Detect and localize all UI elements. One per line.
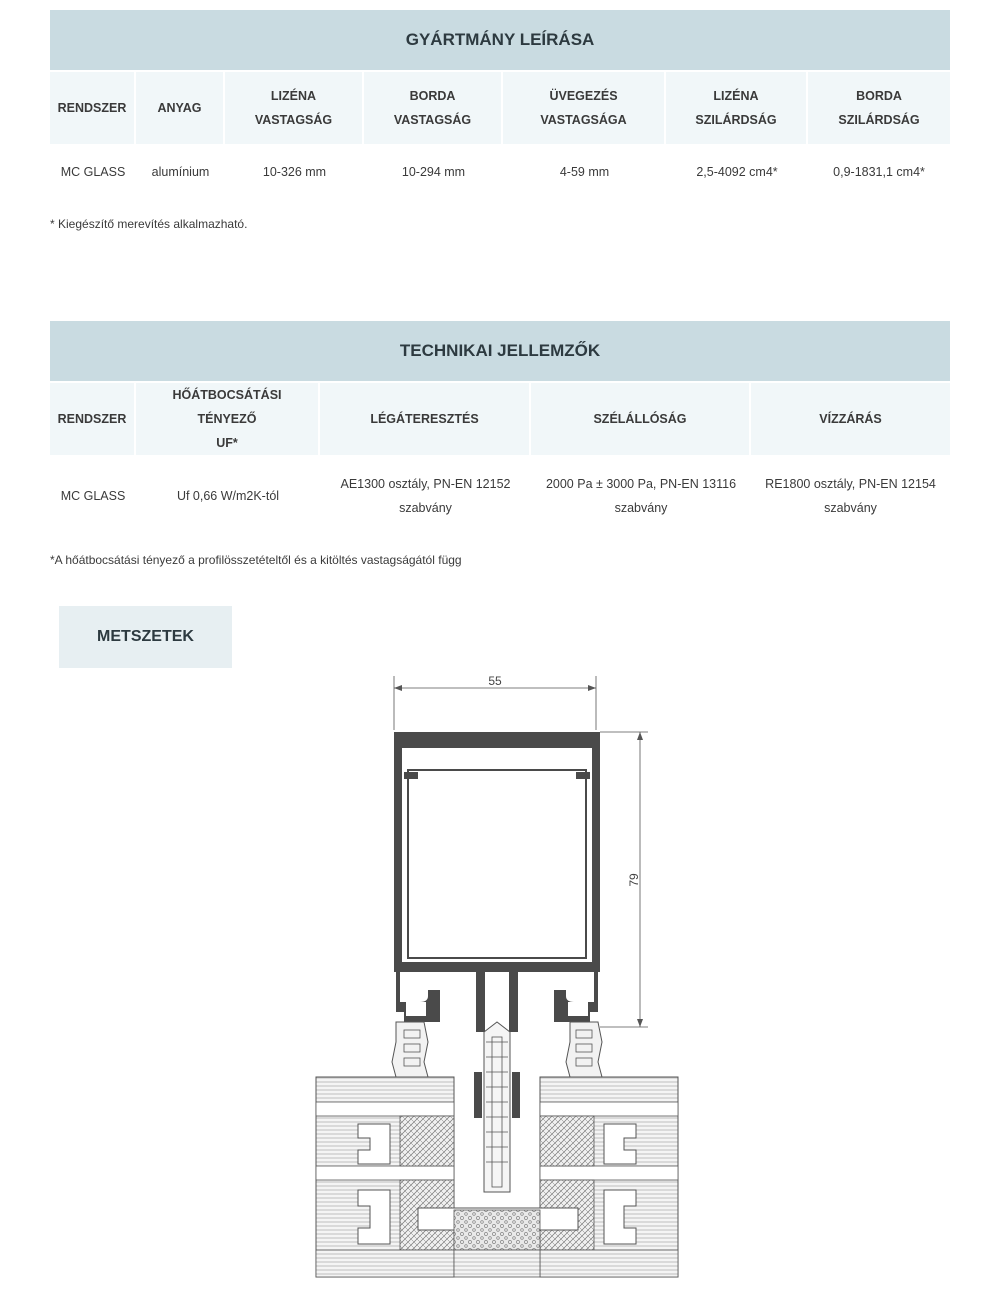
product-description-table: [50, 10, 950, 200]
cross-section-drawing: [300, 672, 700, 1282]
table-cell: 10-326 mm: [262, 165, 327, 179]
technical-specs-title: TECHNIKAI JELLEMZŐK: [50, 321, 950, 381]
column-header-legateresztes: LÉGÁTERESZTÉS: [320, 381, 531, 455]
table-cell: AE1300 osztály, PN-EN 12152 szabvány: [340, 477, 511, 515]
sections-tab-label: METSZETEK: [97, 628, 194, 645]
left-glass-panel: [316, 1077, 454, 1277]
table-cell: 0,9-1831,1 cm4*: [833, 165, 925, 179]
product-footnote: * Kiegészítő merevítés alkalmazható.: [50, 217, 248, 231]
technical-specs-section: [50, 321, 950, 537]
column-header-vizzaras: VÍZZÁRÁS: [751, 381, 950, 455]
column-header-rendszer: RENDSZER: [50, 381, 136, 455]
table-row: [50, 455, 950, 537]
product-description-section: [50, 10, 950, 200]
column-header-szelallosag: SZÉLÁLLÓSÁG: [531, 381, 751, 455]
column-header-rendszer: RENDSZER: [50, 70, 136, 144]
cross-section-svg: [300, 672, 700, 1282]
table-cell: 4-59 mm: [559, 165, 610, 179]
height-dimension-label: 79: [627, 873, 641, 887]
column-header-anyag: ANYAG: [136, 70, 225, 144]
table-cell: 10-294 mm: [401, 165, 466, 179]
table-cell: MC GLASS: [60, 165, 126, 179]
product-description-title: GYÁRTMÁNY LEÍRÁSA: [50, 10, 950, 70]
aluminium-profile: [394, 732, 600, 1032]
column-header-borda-szilardsag: BORDA SZILÁRDSÁG: [808, 70, 950, 144]
table-cell: 2,5-4092 cm4*: [696, 165, 778, 179]
technical-footnote: *A hőátbocsátási tényező a profilösszetételtől és a kitöltés vastagságától függ: [50, 553, 462, 567]
table-cell: Uf 0,66 W/m2K-tól: [176, 489, 280, 503]
right-gasket: [566, 1022, 602, 1077]
central-rib: [474, 1022, 520, 1192]
column-header-hoatbocsatasi-tenyezo: HŐÁTBOCSÁTÁSI TÉNYEZŐ UF*: [136, 381, 320, 455]
table-cell: 2000 Pa ± 3000 Pa, PN-EN 13116 szabvány: [545, 477, 737, 515]
right-glass-panel: [540, 1077, 678, 1277]
column-header-lizena-szilardsag: LIZÉNA SZILÁRDSÁG: [666, 70, 808, 144]
sections-tab[interactable]: [59, 606, 232, 668]
technical-specs-table: [50, 321, 950, 537]
width-dimension-label: 55: [488, 674, 502, 688]
table-row: [50, 144, 950, 200]
left-gasket: [392, 1022, 428, 1077]
height-dimension: [600, 732, 648, 1027]
table-cell: alumínium: [151, 165, 210, 179]
table-cell: RE1800 osztály, PN-EN 12154 szabvány: [765, 477, 936, 515]
column-header-borda-vastagsag: BORDA VASTAGSÁG: [364, 70, 503, 144]
table-cell: MC GLASS: [60, 489, 126, 503]
column-header-lizena-vastagsag: LIZÉNA VASTAGSÁG: [225, 70, 364, 144]
column-header-uvegezes-vastagsaga: ÜVEGEZÉS VASTAGSÁGA: [503, 70, 666, 144]
width-dimension: [394, 674, 596, 730]
